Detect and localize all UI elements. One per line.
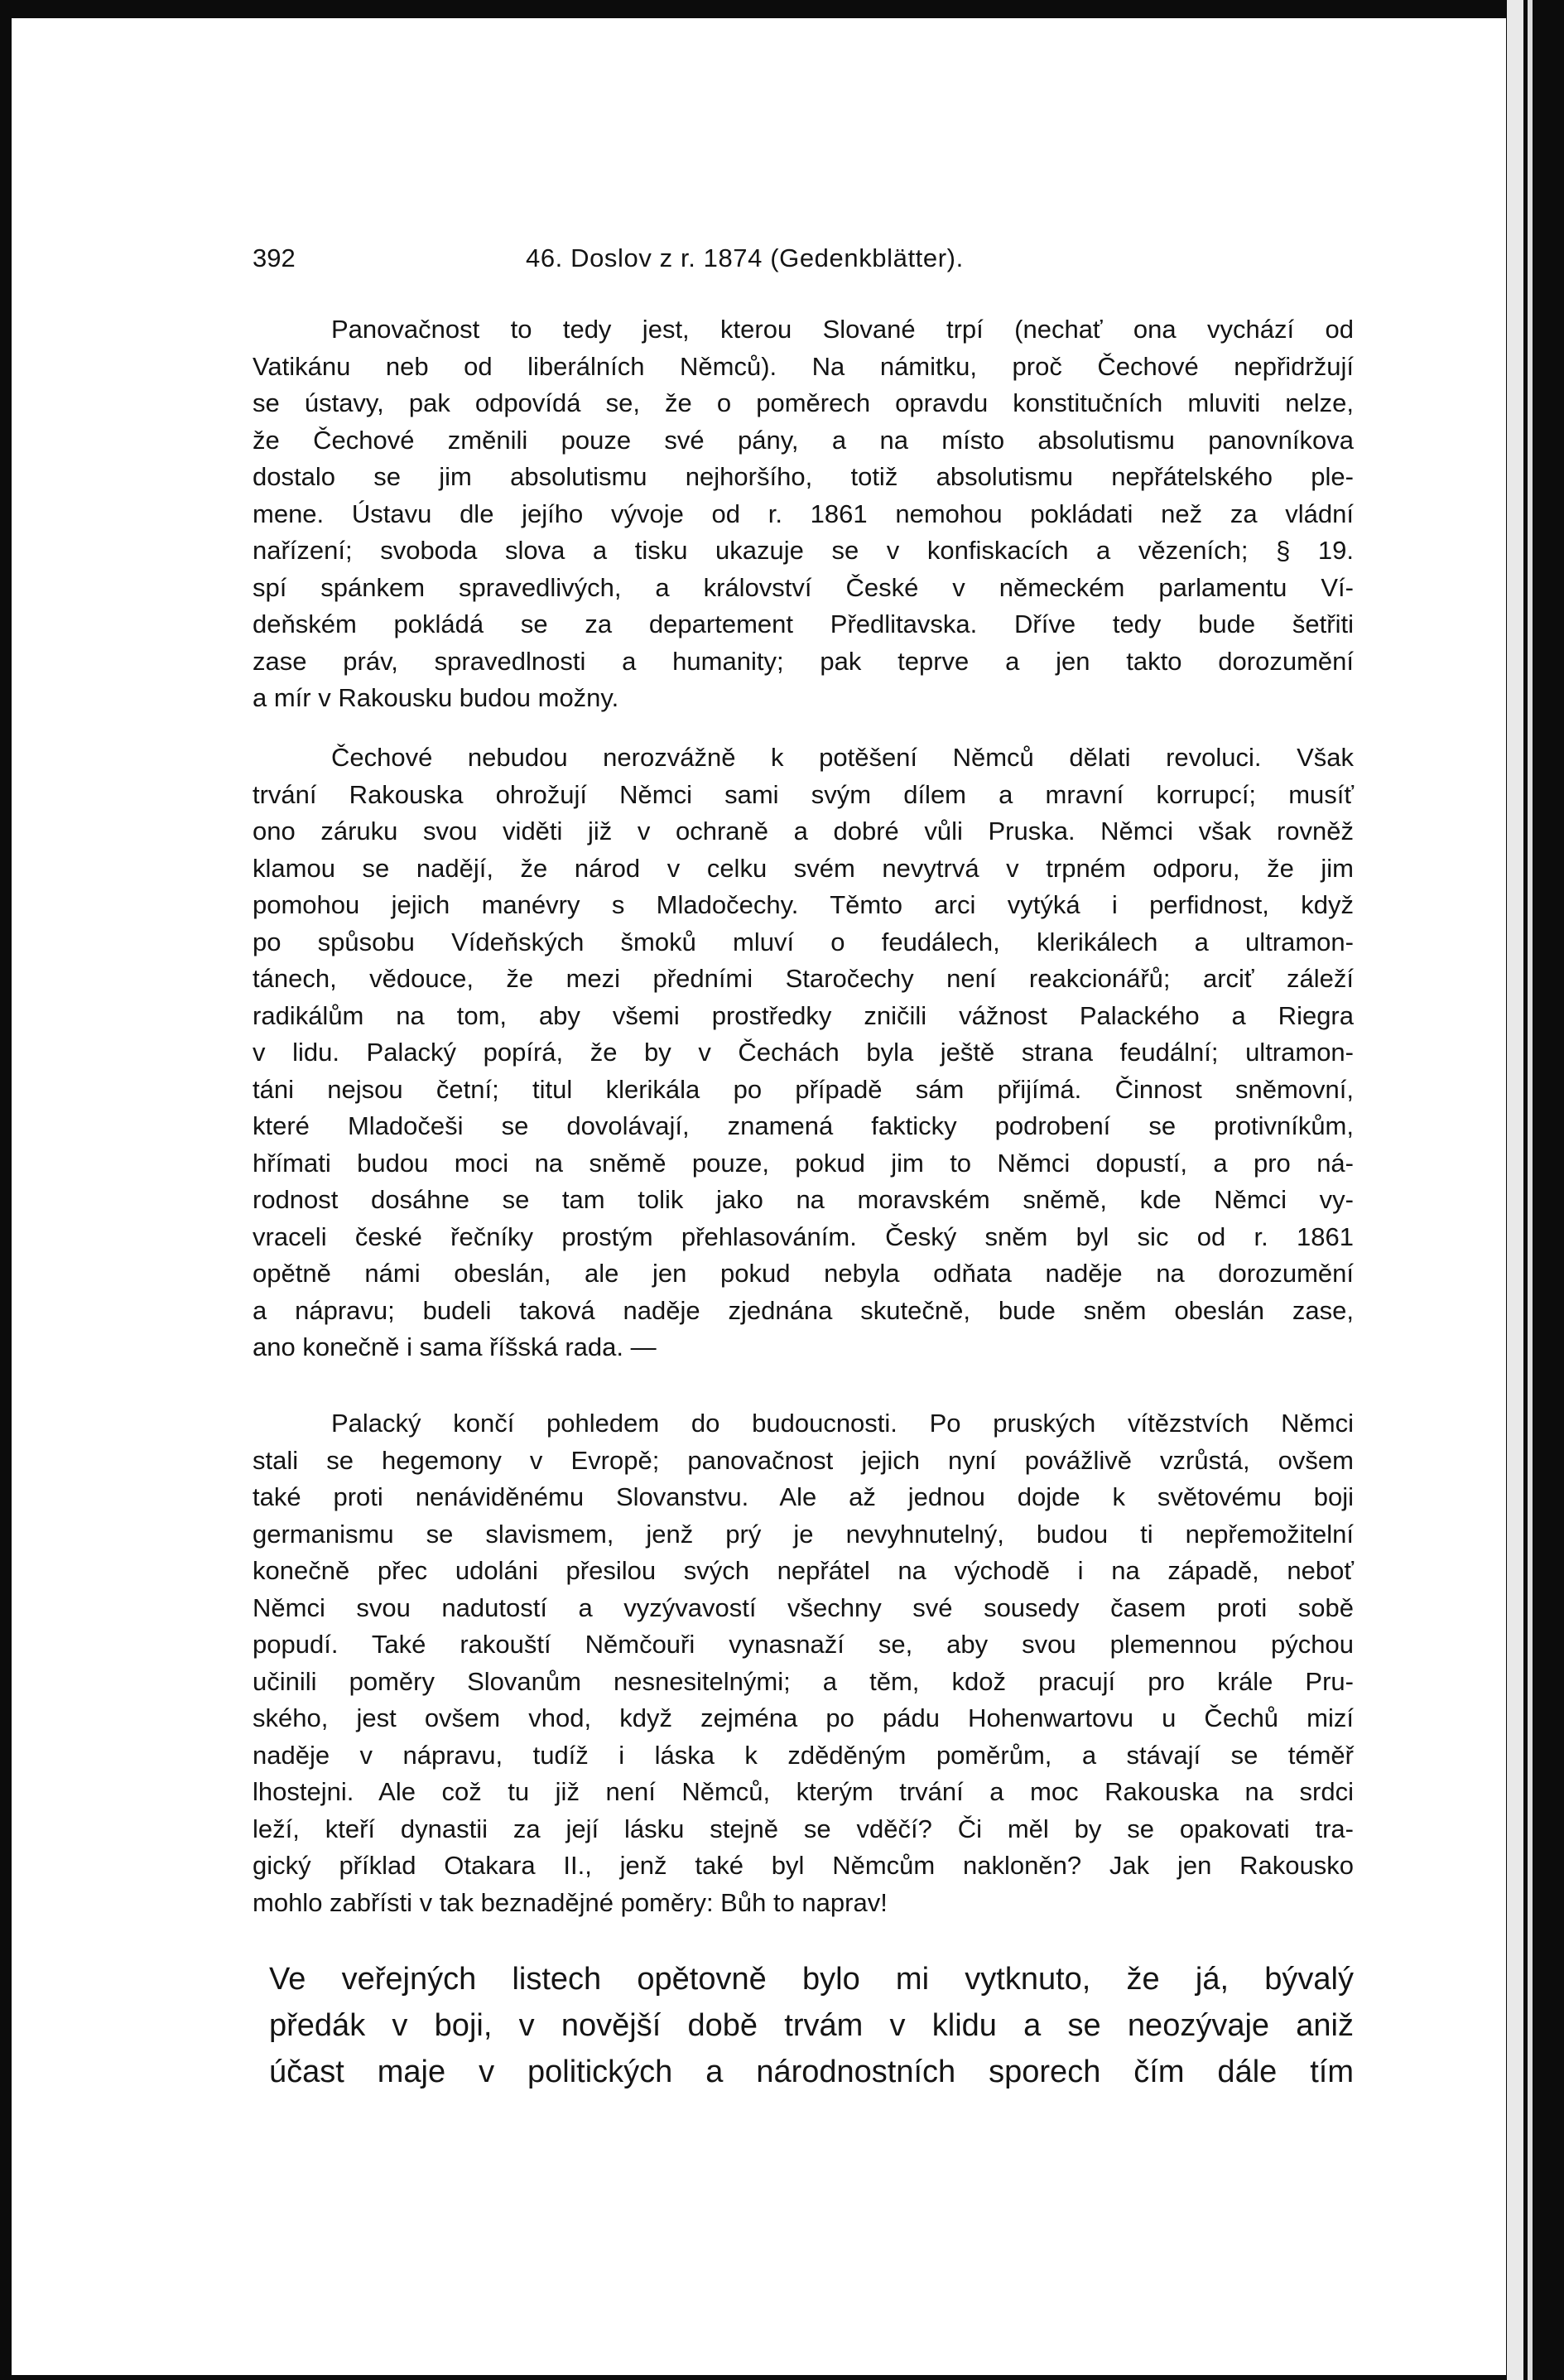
text-line: učinili poměry Slovanům nesnesitelnými; a těm, kdož pracují pro krále Pru- [253, 1666, 1354, 1696]
text-line: a nápravu; budeli taková naděje zjednána skutečně, bude sněm obeslán zase, [253, 1295, 1354, 1325]
running-title: 46. Doslov z r. 1874 (Gedenkblätter). [526, 243, 964, 272]
text-line: Panovačnost to tedy jest, kterou Slované trpí (nechať ona vychází od [331, 315, 1354, 344]
page-edge-line [1528, 0, 1533, 2380]
text-line: Čechové nebudou nerozvážně k potěšení Němců dělati revoluci. Však [331, 743, 1354, 772]
text-line: pomohou jejich manévry s Mladočechy. Těmto arci vytýká i perfidnost, když [253, 890, 1354, 919]
text-line: Vatikánu neb od liberálních Němců). Na námitku, proč Čechové nepřidržují [253, 351, 1354, 381]
text-line: Ve veřejných listech opětovně bylo mi vytknuto, že já, bývalý [269, 1962, 1354, 1997]
text-line: táni nejsou četní; titul klerikála po případě sám přijímá. Činnost sněmovní, [253, 1074, 1354, 1104]
text-line: po spůsobu Vídeňských šmoků mluví o feudálech, klerikálech a ultramon- [253, 927, 1354, 956]
paragraph-4-large [269, 1956, 1354, 2095]
text-line: Němci svou nadutostí a vyzývavostí všechny své sousedy časem proti sobě [253, 1592, 1354, 1622]
text-line: stali se hegemony v Evropě; panovačnost jejich nyní povážlivě vzrůstá, ovšem [253, 1445, 1354, 1475]
text-line: rodnost dosáhne se tam tolik jako na moravském sněmě, kde Němci vy- [253, 1185, 1354, 1214]
text-line: v lidu. Palacký popírá, že by v Čechách byla ještě strana feudální; ultramon- [253, 1038, 1354, 1067]
text-line: vraceli české řečníky prostým přehlasováním. Český sněm byl sic od r. 1861 [253, 1221, 1354, 1251]
page-header [253, 240, 1354, 277]
text-line: radikálům na tom, aby všemi prostředky zničili vážnost Palackého a Riegra [253, 1000, 1354, 1030]
page-number: 392 [253, 243, 296, 272]
text-line: se ústavy, pak odpovídá se, že o poměrech opravdu konstitučních mluviti nelze, [253, 388, 1354, 417]
text-line: popudí. Také rakouští Němčouři vynasnaží se, aby svou plemennou pýchou [253, 1630, 1354, 1659]
text-line: leží, kteří dynastii za její lásku stejně se vděčí? Či měl by se opakovati tra- [253, 1814, 1354, 1843]
text-line: ského, jest ovšem vhod, když zejména po pádu Hohenwartovu u Čechů mizí [253, 1703, 1354, 1732]
text-line: zase práv, spravedlnosti a humanity; pak teprve a jen takto dorozumění [253, 646, 1354, 676]
text-line: tánech, vědouce, že mezi předními Staročechy není reakcionářů; arciť záleží [253, 964, 1354, 993]
text-line: Palacký končí pohledem do budoucnosti. Po pruských vítězstvích Němci [331, 1409, 1354, 1438]
page-edge-strip [1507, 0, 1523, 2380]
text-line: předák v boji, v novější době trvám v klidu a se neozývaje aniž [269, 2008, 1354, 2043]
text-line: trvání Rakouska ohrožují Němci sami svým dílem a mravní korrupcí; musíť [253, 779, 1354, 809]
paragraph-1 [253, 311, 1354, 717]
text-line: germanismu se slavismem, jenž prý je nevyhnutelný, budou ti nepřemožitelní [253, 1519, 1354, 1549]
text-line: hřímati budou moci na sněmě pouze, pokud jim to Němci dopustí, a pro ná- [253, 1148, 1354, 1178]
text-line: mene. Ústavu dle jejího vývoje od r. 1861 nemohou pokládati než za vládní [253, 499, 1354, 528]
text-line: nařízení; svoboda slova a tisku ukazuje se v konfiskacích a vězeních; § 19. [253, 536, 1354, 565]
text-line: opětně námi obeslán, ale jen pokud nebyla odňata naděje na dorozumění [253, 1259, 1354, 1288]
text-line: a mír v Rakousku budou možny. [253, 683, 619, 712]
text-line: ano konečně i sama říšská rada. — [253, 1332, 657, 1361]
text-line: klamou se nadějí, že národ v celku svém nevytrvá v trpném odporu, že jim [253, 853, 1354, 883]
text-line: spí spánkem spravedlivých, a království České v německém parlamentu Ví- [253, 572, 1354, 602]
text-line: že Čechové změnili pouze své pány, a na místo absolutismu panovníkova [253, 425, 1354, 455]
text-line: naděje v nápravu, tudíž i láska k zděděným poměrům, a stávají se téměř [253, 1740, 1354, 1770]
text-line: také proti nenáviděnému Slovanstvu. Ale až jednou dojde k světovému boji [253, 1482, 1354, 1511]
text-line: ono záruku svou viděti již v ochraně a dobré vůli Pruska. Němci však rovněž [253, 817, 1354, 846]
text-line: mohlo zabřísti v tak beznadějné poměry: Bůh to naprav! [253, 1887, 888, 1917]
text-line: deňském pokládá se za departement Předlitavska. Dříve tedy bude šetřiti [253, 609, 1354, 638]
text-line: konečně přec udoláni přesilou svých nepřátel na východě i na západě, neboť [253, 1556, 1354, 1585]
paragraph-3 [253, 1405, 1354, 1921]
text-line: lhostejni. Ale což tu již není Němců, kterým trvání a moc Rakouska na srdci [253, 1777, 1354, 1806]
text-line: dostalo se jim absolutismu nejhoršího, totiž absolutismu nepřátelského ple- [253, 462, 1354, 491]
paragraph-2 [253, 740, 1354, 1366]
text-line: které Mladočeši se dovolávají, znamená fakticky podrobení se protivníkům, [253, 1111, 1354, 1140]
text-line: účast maje v politických a národnostních sporech čím dále tím [269, 2055, 1354, 2089]
text-line: gický příklad Otakara II., jenž také byl Němcům nakloněn? Jak jen Rakousko [253, 1851, 1354, 1880]
